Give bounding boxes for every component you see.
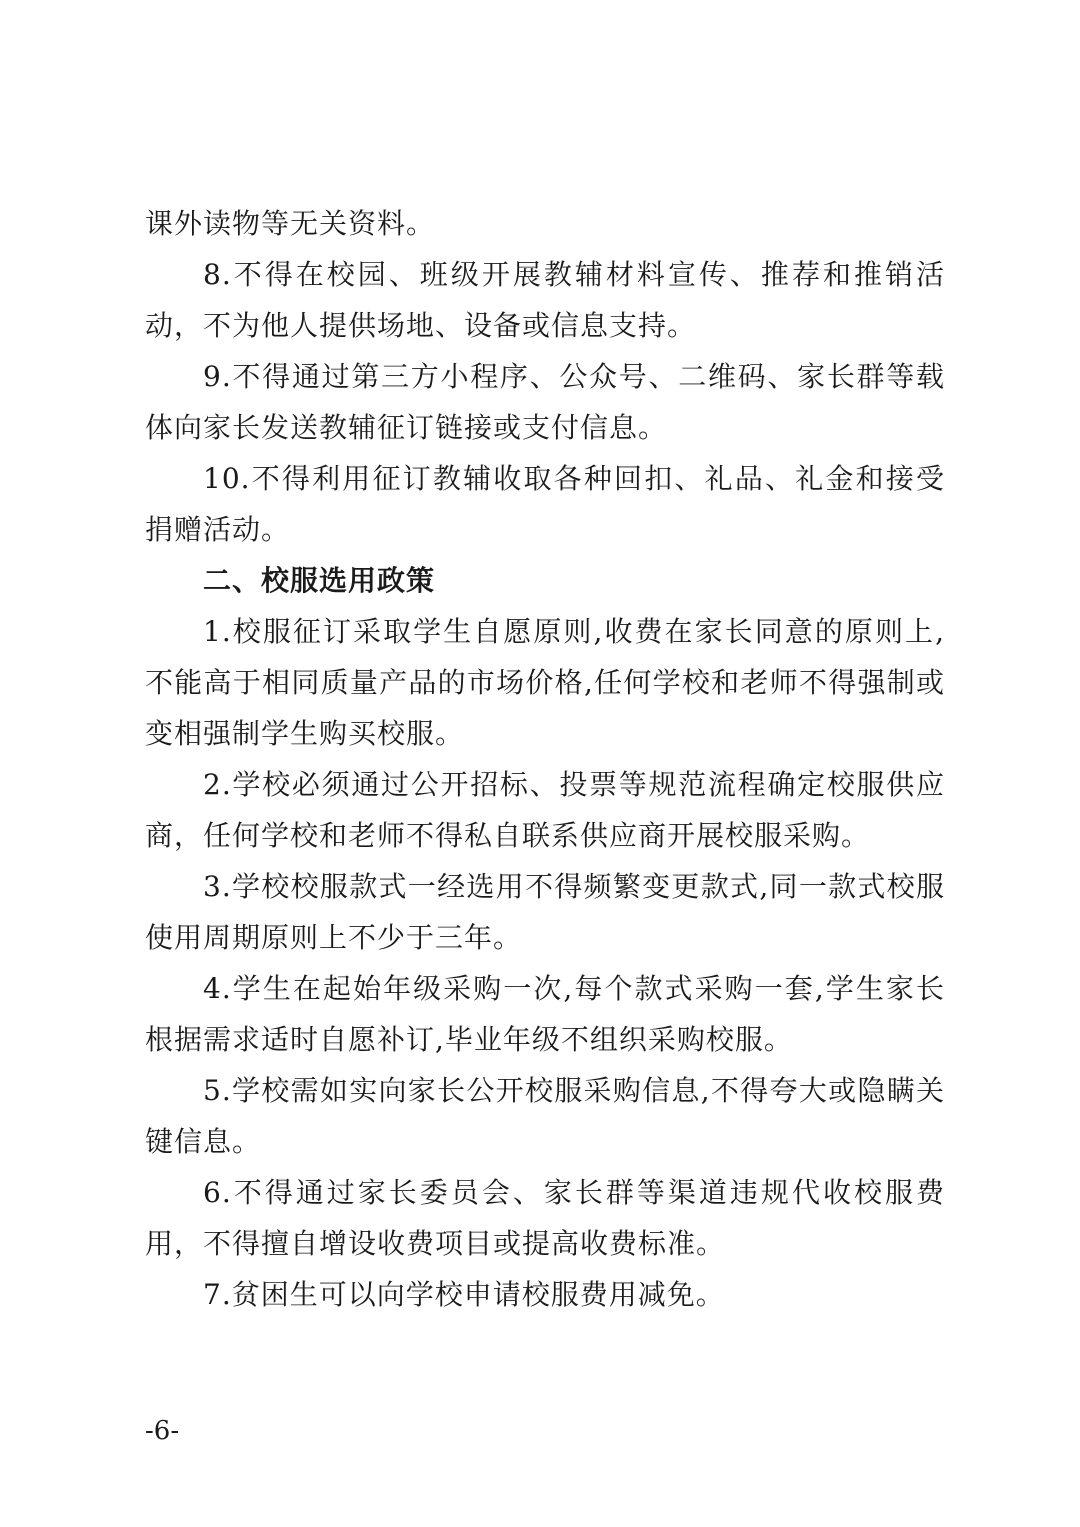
- paragraph-uniform-item-7: 7.贫困生可以向学校申请校服费用减免。: [203, 1278, 725, 1311]
- paragraph-uniform-item-1: 1.校服征订采取学生自愿原则,收费在家长同意的原则上,不能高于相同质量产品的市场价格,任何学校和老师不得强制或变相强制学生购买校服。: [145, 615, 945, 750]
- paragraph-uniform-item-3: 3.学校校服款式一经选用不得频繁变更款式,同一款式校服使用周期原则上不少于三年。: [145, 870, 945, 954]
- page-number: -6-: [145, 1416, 180, 1446]
- paragraph-item-10: 10.不得利用征订教辅收取各种回扣、礼品、礼金和接受捐赠活动。: [145, 462, 945, 546]
- paragraph-uniform-item-5: 5.学校需如实向家长公开校服采购信息,不得夸大或隐瞒关键信息。: [145, 1074, 945, 1158]
- section-heading: 二、校服选用政策: [203, 564, 436, 597]
- paragraph-item-9: 9.不得通过第三方小程序、公众号、二维码、家长群等载体向家长发送教辅征订链接或支付信息。: [145, 360, 945, 444]
- document-body: [145, 198, 945, 1320]
- paragraph-item-8: 8.不得在校园、班级开展教辅材料宣传、推荐和推销活动，不为他人提供场地、设备或信息支持。: [145, 258, 945, 342]
- paragraph-continuation: 课外读物等无关资料。: [145, 207, 436, 240]
- paragraph-uniform-item-6: 6.不得通过家长委员会、家长群等渠道违规代收校服费用，不得擅自增设收费项目或提高收费标准。: [145, 1176, 945, 1260]
- paragraph-uniform-item-2: 2.学校必须通过公开招标、投票等规范流程确定校服供应商，任何学校和老师不得私自联系供应商开展校服采购。: [145, 768, 945, 852]
- paragraph-uniform-item-4: 4.学生在起始年级采购一次,每个款式采购一套,学生家长根据需求适时自愿补订,毕业年级不组织采购校服。: [145, 972, 945, 1056]
